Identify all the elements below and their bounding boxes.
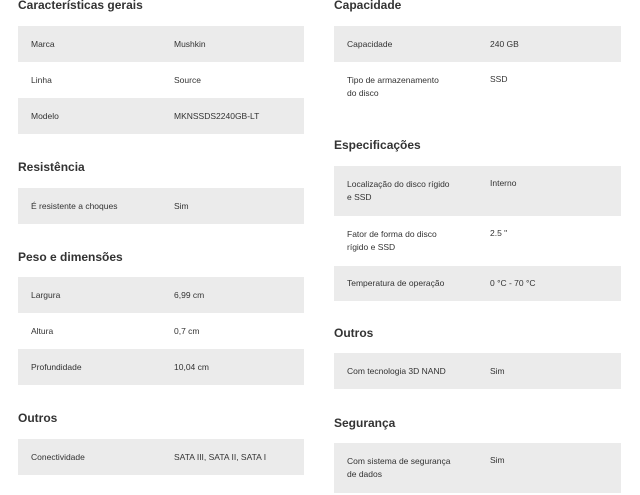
row-label-line: rígido e SSD	[347, 242, 396, 252]
table-others	[18, 439, 304, 475]
section-title-others: Outros	[18, 411, 58, 425]
row-label-line: de dados	[347, 469, 382, 479]
table-row-disk-location	[334, 166, 621, 216]
table-specs	[334, 166, 621, 301]
table-row-capacity	[334, 26, 621, 62]
row-label: Com tecnologia 3D NAND	[347, 365, 446, 376]
section-title-dimensions: Peso e dimensões	[18, 250, 123, 264]
row-label-line: Tipo de armazenamento	[347, 75, 439, 85]
section-title-security: Segurança	[334, 416, 396, 430]
row-label: Altura	[31, 325, 54, 336]
row-label	[347, 216, 437, 266]
row-value: 10,04 cm	[174, 361, 209, 372]
table-row-model	[18, 98, 304, 134]
row-value: Source	[174, 74, 201, 85]
table-row-data-security	[334, 443, 621, 493]
row-label-line: e SSD	[347, 192, 372, 202]
row-value: SATA III, SATA II, SATA I	[174, 451, 267, 462]
table-row-connectivity	[18, 439, 304, 475]
row-value: Interno	[490, 178, 517, 188]
row-value: Sim	[490, 365, 505, 376]
section-title-resistance: Resistência	[18, 160, 85, 174]
row-value: 0,7 cm	[174, 325, 200, 336]
table-general	[18, 26, 304, 134]
section-title-capacity: Capacidade	[334, 0, 402, 12]
row-label: É resistente a choques	[31, 200, 118, 211]
row-label: Largura	[31, 289, 61, 300]
row-value: Sim	[174, 200, 189, 211]
row-value: 6,99 cm	[174, 289, 205, 300]
row-label-line: Com sistema de segurança	[347, 456, 451, 466]
row-label	[347, 443, 450, 493]
table-row-3d-nand	[334, 353, 621, 389]
table-row-form-factor	[334, 216, 621, 266]
section-title-general: Características gerais	[18, 0, 143, 12]
row-value: 240 GB	[490, 38, 519, 49]
row-label: Capacidade	[347, 38, 393, 49]
table-row-height	[18, 313, 304, 349]
table-row-line	[18, 62, 304, 98]
row-value: Sim	[490, 455, 505, 465]
table-capacity	[334, 26, 621, 112]
row-label	[347, 166, 450, 216]
section-title-specs: Especificações	[334, 138, 421, 152]
row-label-line: Localização do disco rígido	[347, 179, 450, 189]
section-title-others-right: Outros	[334, 326, 374, 340]
table-row-shock	[18, 188, 304, 224]
row-label: Conectividade	[31, 451, 85, 462]
row-value: SSD	[490, 74, 508, 84]
row-label	[347, 62, 439, 112]
row-value: 2.5 "	[490, 228, 508, 238]
row-label-line: do disco	[347, 88, 379, 98]
row-label: Linha	[31, 74, 52, 85]
table-dimensions	[18, 277, 304, 385]
table-others-right	[334, 353, 621, 389]
table-security	[334, 443, 621, 493]
table-row-brand	[18, 26, 304, 62]
row-value: 0 °C - 70 °C	[490, 278, 536, 288]
row-value: Mushkin	[174, 38, 206, 49]
row-label: Marca	[31, 38, 55, 49]
row-label-line: Fator de forma do disco	[347, 229, 437, 239]
table-row-depth	[18, 349, 304, 385]
row-value: MKNSSDS2240GB-LT	[174, 110, 260, 121]
row-label: Modelo	[31, 110, 59, 121]
row-label: Profundidade	[31, 361, 82, 372]
row-label: Temperatura de operação	[347, 278, 445, 288]
table-row-operating-temperature	[334, 266, 621, 301]
table-row-storage-type	[334, 62, 621, 112]
table-row-width	[18, 277, 304, 313]
table-resistance	[18, 188, 304, 224]
